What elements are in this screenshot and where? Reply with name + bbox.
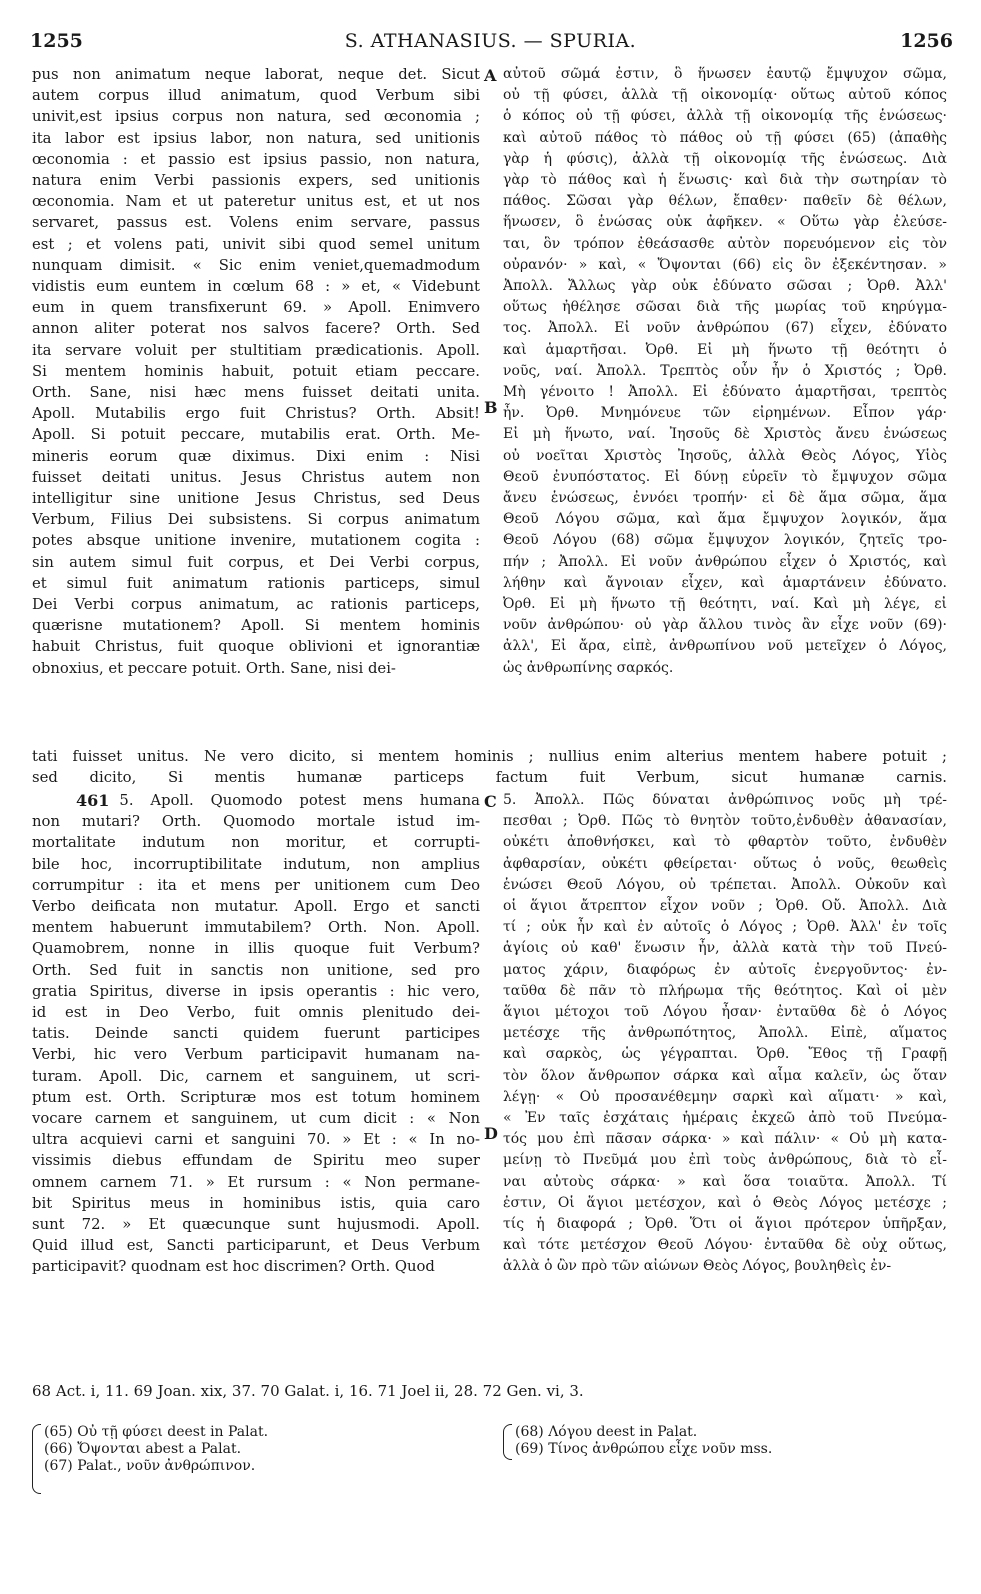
latin-line: est ; et volens pati, univit sibi quod semel unitum	[32, 235, 480, 253]
running-title: S. ATHANASIUS. — SPURIA.	[344, 30, 637, 52]
greek-line: ταῦθα δὲ πᾶν τὸ πλήρωμα τῆς θεότητος. Καὶ οἱ μὲν	[503, 982, 947, 999]
margin-letter-d: D	[484, 1124, 498, 1143]
latin-line: ita labor est ipsius labor, non natura, sed unitionis	[32, 129, 480, 147]
greek-line: ἀφθαρσίαν, οὐκέτι φθείρεται· οὕτως ὁ νοῦς, θεωθεὶς	[503, 855, 947, 872]
greek-line: ἦν. Ὀρθ. Μνημόνευε τῶν εἰρημένων. Εἶπον γάρ·	[503, 405, 947, 422]
greek-line: Εἰ μὴ ἥνωτο, ναί. Ἰησοῦς δὲ Χριστὸς ἄνευ ἑνώσεως	[503, 426, 947, 443]
greek-line: ὁ κόπος οὐ τῇ φύσει, ἀλλὰ τῇ οἰκονομίᾳ τῆς ἑνώσεως·	[503, 108, 947, 125]
latin-line: bit Spiritus meus in hominibus istis, quia caro	[32, 1194, 480, 1212]
latin-line: Verbum, Filius Dei subsistens. Si corpus animatum	[32, 511, 480, 529]
greek-line: τὸν ὅλον ἄνθρωπον σάρκα καὶ αἷμα καλεῖν, ὡς ὅταν	[503, 1067, 947, 1084]
greek-line: λήθην καὶ ἄγνοιαν εἶχεν, καὶ ἁμαρτάνειν ἐδύνατο.	[503, 574, 947, 591]
page-header	[0, 30, 981, 60]
variant-note: (69) Τίνος ἀνθρώπου εἶχε νοῦν mss.	[515, 1441, 773, 1457]
margin-letter-b: B	[484, 398, 498, 417]
latin-line: Apoll. Si potuit peccare, mutabilis erat. Orth. Me-	[32, 426, 480, 444]
latin-line: sin autem simul fuit corpus, et Dei Verbi corpus,	[32, 553, 480, 571]
full-line: tati fuisset unitus. Ne vero dicito, si mentem hominis ; nullius enim alterius mentem habere potuit ;	[32, 748, 947, 765]
variant-notes-right	[503, 1424, 943, 1458]
greek-line: γὰρ ἡ φύσις), ἀλλὰ τῇ οἰκονομίᾳ τῆς ἑνώσεως. Διὰ	[503, 150, 947, 167]
latin-line: fuisset deitati unitus. Jesus Christus autem non	[32, 468, 480, 486]
greek-line: οὕτως ἠθέλησε σῶσαι διὰ τῆς μωρίας τοῦ κηρύγμα-	[503, 299, 947, 316]
latin-line: quærisne mutationem? Apoll. Si mentem hominis	[32, 617, 480, 635]
latin-column-top	[32, 64, 480, 679]
page-number-right: 1256	[900, 30, 953, 52]
latin-line: univit,est ipsius corpus non natura, sed œconomia ;	[32, 108, 480, 126]
latin-line: Verbi, hic vero Verbum participavit humanam na-	[32, 1046, 480, 1064]
latin-line: Verbo deificata non mutatur. Apoll. Ergo et sancti	[32, 898, 480, 916]
greek-line: γὰρ τὸ πάθος καὶ ἡ ἕνωσις· καὶ διὰ τὴν σωτηρίαν τὸ	[503, 172, 947, 189]
latin-line: ptum est. Orth. Scripturæ mos est totum hominem	[32, 1088, 480, 1106]
latin-line: sunt 72. » Et quæcunque sunt hujusmodi. Apoll.	[32, 1216, 480, 1234]
latin-line: pus non animatum neque laborat, neque det. Sicut	[32, 66, 480, 83]
latin-line: autem corpus illud animatum, quod Verbum sibi	[32, 87, 480, 105]
latin-line: non mutari? Orth. Quomodo mortale istud im-	[32, 813, 480, 831]
greek-line: ται, ὃν τρόπον ἐθεάσασθε αὐτὸν πορευόμενον εἰς τὸν	[503, 235, 947, 252]
variant-note: (67) Palat., νοῦν ἀνθρώπινον.	[44, 1458, 256, 1474]
greek-line: ἥνωσεν, ὃ ἑνώσας οὐκ ἀφῆκεν. « Οὕτω γὰρ ἐλεύσε-	[503, 214, 947, 231]
greek-line: τίς ἡ διαφορά ; Ὀρθ. Ὅτι οἱ ἅγιοι πρότερον ὑπῆρξαν,	[503, 1216, 947, 1233]
section-number: 461	[76, 791, 110, 810]
latin-column-bottom	[32, 790, 480, 1278]
latin-line: Orth. Sed fuit in sanctis non unitione, sed pro	[32, 961, 480, 979]
latin-line: bile hoc, incorruptibilitate indutum, non amplius	[32, 855, 480, 873]
latin-line: potes absque unitione invenire, mutationem cogita :	[32, 532, 480, 550]
latin-line: gratia Spiritus, diverse in ipsis operantis : hic vero,	[32, 982, 480, 1000]
greek-line: καὶ σαρκὸς, ὡς γέγραπται. Ὀρθ. Ἔθος τῇ Γραφῇ	[503, 1046, 947, 1063]
latin-line: œconomia : et passio est ipsius passio, non natura,	[32, 150, 480, 168]
variant-note: (68) Λόγου deest in Palat.	[515, 1424, 698, 1440]
latin-line: œconomia. Nam et ut pateretur unitus est, et ut nos	[32, 193, 480, 211]
greek-line: καὶ τότε μετέσχον Θεοῦ Λόγου· ἐνταῦθα δὲ οὐχ οὕτως,	[503, 1237, 947, 1254]
greek-line: Μὴ γένοιτο ! Ἀπολλ. Εἰ ἐδύνατο ἁμαρτῆσαι, τρεπτὸς	[503, 384, 947, 401]
greek-line: ἀλλὰ ὁ ὢν πρὸ τῶν αἰώνων Θεὸς Λόγος, βουληθεὶς ἐν-	[503, 1258, 892, 1275]
latin-line: obnoxius, et peccare potuit. Orth. Sane, nisi dei-	[32, 659, 396, 677]
greek-column-top	[503, 64, 947, 679]
page-number-left: 1255	[30, 30, 83, 52]
latin-line: mentem habuerunt immutabilem? Orth. Non. Apoll.	[32, 919, 480, 937]
scripture-footnotes: 68 Act. i, 11. 69 Joan. xix, 37. 70 Galat. i, 16. 71 Joel ii, 28. 72 Gen. vi, 3.	[32, 1382, 584, 1400]
greek-line: ἄνευ ἑνώσεως, ἐννόει τροπήν· εἰ δὲ ἅμα σῶμα, ἅμα	[503, 490, 947, 507]
latin-line: vidistis eum euntem in cœlum 68 : » et, « Videbunt	[32, 278, 480, 296]
latin-line: omnem carnem 71. » Et rursum : « Non permane-	[32, 1173, 480, 1191]
greek-line: ματος χάριν, διαφόρως ἐν αὐτοῖς ἐνεργοῦντος· ἐν-	[503, 961, 947, 978]
greek-line: πεσθαι ; Ὀρθ. Πῶς τὸ θνητὸν τοῦτο,ἐνδυθὲν ἀθανασίαν,	[503, 813, 947, 830]
latin-line: Quid illud est, Sancti participarunt, et Deus Verbum	[32, 1237, 480, 1255]
greek-line: ἑνώσει Θεοῦ Λόγου, οὐ τρέπεται. Ἀπολλ. Οὐκοῦν καὶ	[503, 876, 947, 893]
greek-line: τί ; οὐκ ἦν καὶ ἐν αὐτοῖς ὁ Λόγος ; Ὀρθ. Ἀλλ' ἐν τοῖς	[503, 919, 947, 936]
latin-line: mortalitate indutum non moritur, et corrupti-	[32, 834, 480, 852]
greek-line: οἱ ἅγιοι ἄτρεπτον εἶχον νοῦν ; Ὀρθ. Οὔ. Ἀπολλ. Διὰ	[503, 898, 947, 915]
latin-line: servaret, passus est. Volens enim servare, passus	[32, 214, 480, 232]
greek-line: ἁγίοις οὐ καθ' ἕνωσιν ἦν, ἀλλὰ κατὰ τὴν τοῦ Πνεύ-	[503, 940, 947, 957]
latin-line: natura enim Verbi passionis expers, sed unitionis	[32, 172, 480, 190]
greek-line: οὐρανόν· » καὶ, « Ὄψονται (66) εἰς ὃν ἐξεκέντησαν. »	[503, 256, 947, 273]
latin-line: id est in Deo Verbo, fuit omnis plenitudo dei-	[32, 1004, 480, 1022]
variant-note: (66) Ὄψονται abest a Palat.	[44, 1441, 242, 1457]
latin-line: corrumpitur : ita et mens per unitionem cum Deo	[32, 876, 480, 894]
greek-line: τος. Ἀπολλ. Εἰ νοῦν ἀνθρώπου (67) εἶχεν, ἐδύνατο	[503, 320, 947, 337]
latin-line: Quamobrem, nonne in illis quoque fuit Verbum?	[32, 940, 480, 958]
greek-line: καὶ αὐτοῦ πάθος τὸ πάθος οὐ τῇ φύσει (65) (ἀπαθὴς	[503, 129, 947, 146]
greek-column-bottom	[503, 790, 947, 1278]
greek-line: Θεοῦ Λόγου (68) σῶμα ἔμψυχον λογικόν, ζητεῖς τρο-	[503, 532, 947, 549]
greek-line: τός μου ἐπὶ πᾶσαν σάρκα· » καὶ πάλιν· « Οὐ μὴ κατα-	[503, 1131, 947, 1148]
latin-line: et simul fuit animatum rationis particeps, simul	[32, 574, 480, 592]
greek-line: νοῦν ἀνθρώπου· οὐ γὰρ ἄλλου τινὸς ἂν εἶχε νοῦν (69)·	[503, 617, 947, 634]
latin-line: turam. Apoll. Dic, carnem et sanguinem, ut scri-	[32, 1067, 480, 1085]
latin-line: ita servare voluit per stultitiam prædicationis. Apoll.	[32, 341, 480, 359]
greek-line: πάθος. Σῶσαι γὰρ θέλων, ἔπαθεν· παθεῖν δὲ θέλων,	[503, 193, 947, 210]
latin-line: Si mentem hominis habuit, potuit etiam peccare.	[32, 362, 480, 380]
latin-line: Dei Verbi corpus animatum, ac rationis particeps,	[32, 596, 480, 614]
latin-line: vissimis diebus effundam de Spiritu meo super	[32, 1152, 480, 1170]
latin-line: vocare carnem et sanguinem, ut cum dicit : « Non	[32, 1110, 480, 1128]
greek-line: οὐ νοεῖται Χριστὸς Ἰησοῦς, ἀλλὰ Θεὸς Λόγος, Υἱὸς	[503, 447, 947, 464]
greek-line: οὐκέτι ἀποθνήσκει, καὶ τὸ φθαρτὸν τοῦτο, ἐνδυθὲν	[503, 834, 947, 851]
latin-line: intelligitur sine unitione Jesus Christus, sed Deus	[32, 490, 480, 508]
brace-mark	[503, 1424, 512, 1460]
greek-line: ἅγιοι μέτοχοι τοῦ Λόγου ἦσαν· ἐνταῦθα δὲ ὁ Λόγος	[503, 1004, 947, 1021]
greek-line: ἐστιν, Οἱ ἅγιοι μετέσχον, καὶ ὁ Θεὸς Λόγος μετέσχε ;	[503, 1194, 947, 1211]
variant-notes-left	[32, 1424, 472, 1475]
latin-line: ultra acquievi carni et sanguini 70. » Et : « In no-	[32, 1131, 480, 1149]
greek-line: οὐ τῇ φύσει, ἀλλὰ τῇ οἰκονομίᾳ· οὕτως αὐτοῦ κόπος	[503, 87, 947, 104]
variant-note: (65) Οὐ τῇ φύσει deest in Palat.	[44, 1424, 269, 1440]
greek-line: μετέσχε τῆς ἀνθρωπότητος, Ἀπολλ. Εἰπὲ, αἵματος	[503, 1025, 947, 1042]
greek-line: λέγῃ· « Οὐ προσανέθεμην σαρκὶ καὶ αἵματι· » καὶ,	[503, 1088, 947, 1105]
latin-line: Apoll. Mutabilis ergo fuit Christus? Orth. Absit!	[32, 405, 480, 423]
latin-line: tatis. Deinde sancti quidem fuerunt participes	[32, 1025, 480, 1043]
latin-line: annon aliter poterat nos salvos facere? Orth. Sed	[32, 320, 480, 338]
greek-line: αὐτοῦ σῶμά ἐστιν, ὃ ἥνωσεν ἑαυτῷ ἔμψυχον σῶμα,	[503, 66, 947, 82]
margin-letter-a: A	[484, 66, 497, 85]
greek-line: Ὀρθ. Εἰ μὴ ἥνωτο τῇ θεότητι, ναί. Καὶ μὴ λέγε, εἰ	[503, 596, 947, 613]
full-line: sed dicito, Si mentis humanæ particeps factum fuit Verbum, sicut humanæ carnis.	[32, 769, 947, 787]
latin-line: participavit? quodnam est hoc discrimen? Orth. Quod	[32, 1258, 435, 1276]
margin-letter-c: C	[484, 792, 497, 811]
latin-line: nunquam dimisit. « Sic enim veniet,quemadmodum	[32, 256, 480, 274]
greek-line: νοῦς, ναί. Ἀπολλ. Τρεπτὸς οὖν ἦν ὁ Χριστός ; Ὀρθ.	[503, 362, 947, 379]
greek-line: μείνῃ τὸ Πνεῦμά μου ἐπὶ τοὺς ἀνθρώπους, διὰ τὸ εἶ-	[503, 1152, 947, 1169]
greek-line: Ἀπολλ. Ἄλλως γὰρ οὐκ ἐδύνατο σῶσαι ; Ὀρθ. Ἀλλ'	[503, 278, 947, 295]
full-width-text	[32, 746, 947, 788]
greek-line: ἀλλ', Εἰ ἄρα, εἰπὲ, ἀνθρωπίνου νοῦ μετεῖχεν ὁ Λόγος,	[503, 638, 947, 655]
greek-line: Θεοῦ ἐνυπόστατος. Εἰ δύνῃ εὑρεῖν τὸ ἔμψυχον σῶμα	[503, 468, 947, 485]
greek-line: πήν ; Ἀπολλ. Εἰ νοῦν ἀνθρώπου εἶχεν ὁ Χριστός, καὶ	[503, 553, 947, 570]
latin-line: mineris eorum quæ diximus. Dixi enim : Nisi	[32, 447, 480, 465]
greek-line: ναι αὐτοὺς σάρκα· » καὶ ὅσα τοιαῦτα. Ἀπολλ. Τί	[503, 1173, 947, 1190]
greek-line: 5. Ἀπολλ. Πῶς δύναται ἀνθρώπινος νοῦς μὴ τρέ-	[503, 792, 947, 808]
latin-line: 5. Apoll. Quomodo potest mens humana	[119, 792, 480, 809]
greek-line: Θεοῦ Λόγου σῶμα, καὶ ἅμα ἔμψυχον λογικόν, ἅμα	[503, 511, 947, 528]
latin-line: habuit Christus, fuit quoque oblivioni et ignorantiæ	[32, 638, 480, 656]
greek-line: καὶ ἁμαρτῆσαι. Ὀρθ. Εἰ μὴ ἥνωτο τῇ θεότητι ὁ	[503, 341, 947, 358]
latin-line: eum in quem transfixerunt 69. » Apoll. Enimvero	[32, 299, 480, 317]
greek-line: « Ἐν ταῖς ἐσχάταις ἡμέραις ἐκχεῶ ἀπὸ τοῦ Πνεύμα-	[503, 1110, 947, 1127]
greek-line: ὡς ἀνθρωπίνης σαρκός.	[503, 659, 674, 676]
latin-line: Orth. Sane, nisi hæc mens fuisset deitati unita.	[32, 384, 480, 402]
brace-mark	[32, 1424, 41, 1494]
